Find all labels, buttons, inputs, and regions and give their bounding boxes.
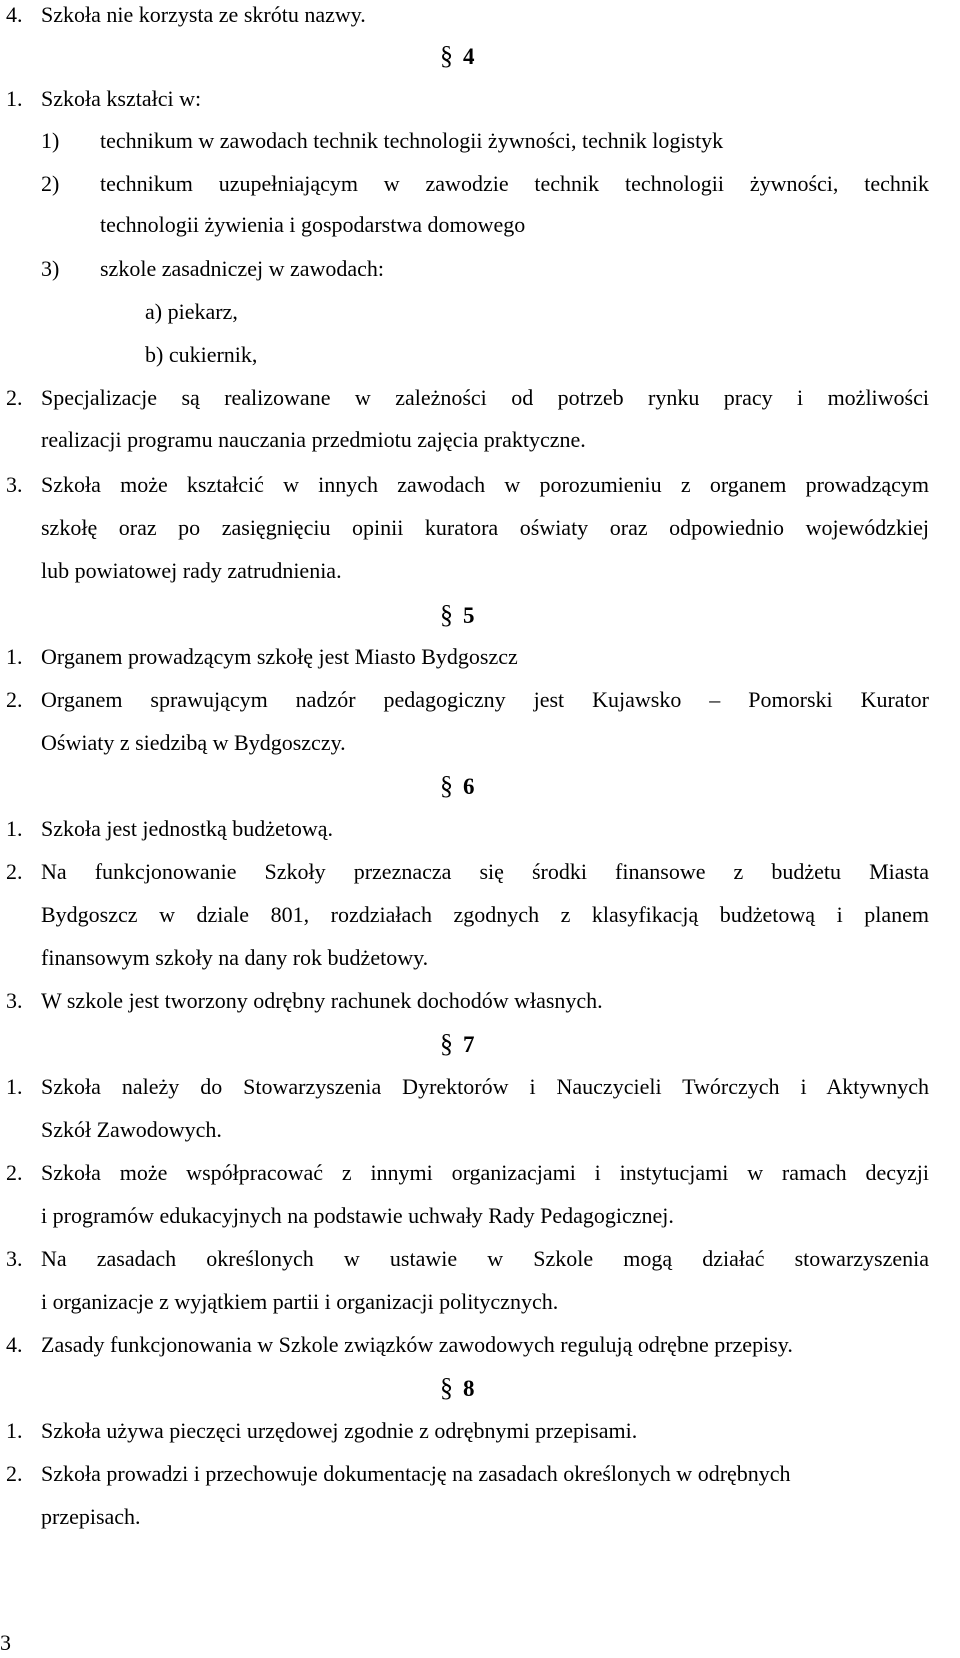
paragraph-text: Organem sprawującym nadzór pedagogiczny jest Kujawsko – Pomorski Kurator — [41, 687, 929, 712]
paragraph-text: Na zasadach określonych w ustawie w Szkole mogą działać stowarzyszenia — [41, 1246, 929, 1271]
section-number: 5 — [463, 603, 475, 628]
section-sign: § — [440, 771, 453, 800]
section-7-heading — [440, 1029, 475, 1059]
paragraph-number: 3. — [6, 472, 23, 497]
paragraph-number: 1. — [6, 1074, 23, 1099]
list-item-text: technikum uzupełniającym w zawodzie technik technologii żywności, technik — [100, 171, 929, 196]
paragraph-text: W szkole jest tworzony odrębny rachunek dochodów własnych. — [41, 988, 603, 1013]
section-number: 4 — [463, 44, 475, 69]
paragraph-number: 2. — [6, 385, 23, 410]
paragraph-text: Szkoła używa pieczęci urzędowej zgodnie z odrębnymi przepisami. — [41, 1418, 638, 1443]
paragraph-text: Szkoła prowadzi i przechowuje dokumentację na zasadach określonych w odrębnych — [41, 1461, 791, 1486]
paragraph-number: 4. — [6, 1332, 23, 1357]
list-item-text: szkole zasadniczej w zawodach: — [100, 256, 385, 281]
paragraph-text: i programów edukacyjnych na podstawie uchwały Rady Pedagogicznej. — [41, 1203, 674, 1228]
list-item-number: 2) — [41, 171, 60, 196]
paragraph-text: Na funkcjonowanie Szkoły przeznacza się środki finansowe z budżetu Miasta — [41, 859, 929, 884]
page-number: 3 — [0, 1630, 11, 1655]
paragraph-number: 1. — [6, 644, 23, 669]
paragraph-number: 1. — [6, 1418, 23, 1443]
paragraph-number: 2. — [6, 859, 23, 884]
section-8-heading — [440, 1373, 475, 1403]
sub-list-item-text: a) piekarz, — [145, 299, 238, 324]
paragraph-text: Szkół Zawodowych. — [41, 1117, 222, 1142]
paragraph-text: Bydgoszcz w dziale 801, rozdziałach zgodnych z klasyfikacją budżetową i planem — [41, 902, 929, 927]
section-6-heading — [440, 771, 475, 801]
paragraph-text: finansowym szkoły na dany rok budżetowy. — [41, 945, 429, 970]
section-sign: § — [440, 1373, 453, 1402]
paragraph-text: realizacji programu nauczania przedmiotu zajęcia praktyczne. — [41, 427, 586, 452]
paragraph-text: Szkoła nie korzysta ze skrótu nazwy. — [41, 2, 366, 27]
paragraph-number: 3. — [6, 988, 23, 1013]
paragraph-number: 1. — [6, 86, 23, 111]
paragraph-text: Oświaty z siedzibą w Bydgoszczy. — [41, 730, 346, 755]
paragraph-text: lub powiatowej rady zatrudnienia. — [41, 558, 342, 583]
paragraph-text: przepisach. — [41, 1504, 141, 1529]
section-sign: § — [440, 600, 453, 629]
section-number: 8 — [463, 1376, 475, 1401]
section-sign: § — [440, 41, 453, 70]
paragraph-text: Szkoła może współpracować z innymi organizacjami i instytucjami w ramach decyzji — [41, 1160, 929, 1185]
paragraph-number: 3. — [6, 1246, 23, 1271]
paragraph-text: Szkoła kształci w: — [41, 86, 202, 111]
section-number: 7 — [463, 1032, 475, 1057]
paragraph-number: 2. — [6, 1461, 23, 1486]
section-sign: § — [440, 1029, 453, 1058]
paragraph-text: Zasady funkcjonowania w Szkole związków zawodowych regulują odrębne przepisy. — [41, 1332, 793, 1357]
paragraph-text: Szkoła należy do Stowarzyszenia Dyrektorów i Nauczycieli Twórczych i Aktywnych — [41, 1074, 929, 1099]
list-item-number: 1) — [41, 128, 60, 153]
sub-list-item-text: b) cukiernik, — [145, 342, 258, 367]
paragraph-number: 2. — [6, 687, 23, 712]
paragraph-number: 2. — [6, 1160, 23, 1185]
paragraph-number: 1. — [6, 816, 23, 841]
paragraph-text: Szkoła jest jednostką budżetową. — [41, 816, 334, 841]
paragraph-number: 4. — [6, 2, 23, 27]
paragraph-text: Specjalizacje są realizowane w zależności od potrzeb rynku pracy i możliwości — [41, 385, 929, 410]
paragraph-text: i organizacje z wyjątkiem partii i organizacji politycznych. — [41, 1289, 559, 1314]
section-number: 6 — [463, 774, 475, 799]
list-item-text: technologii żywienia i gospodarstwa domowego — [100, 212, 526, 237]
section-4-heading — [440, 41, 475, 71]
paragraph-text: Organem prowadzącym szkołę jest Miasto Bydgoszcz — [41, 644, 518, 669]
section-5-heading — [440, 600, 475, 630]
list-item-number: 3) — [41, 256, 60, 281]
list-item-text: technikum w zawodach technik technologii żywności, technik logistyk — [100, 128, 724, 153]
paragraph-text: Szkoła może kształcić w innych zawodach w porozumieniu z organem prowadzącym — [41, 472, 929, 497]
paragraph-text: szkołę oraz po zasięgnięciu opinii kuratora oświaty oraz odpowiednio wojewódzkiej — [41, 515, 929, 540]
